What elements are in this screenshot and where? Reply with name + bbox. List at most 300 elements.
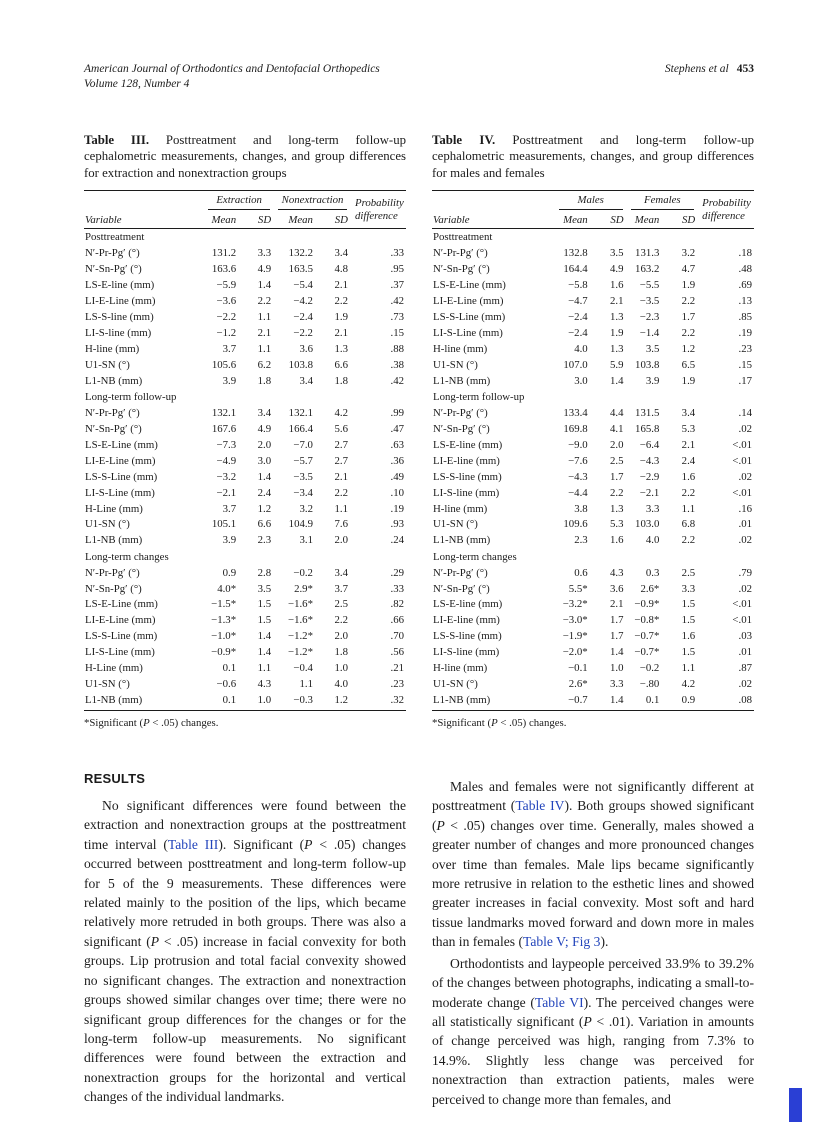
table-row [432,565,754,581]
value-cell: 3.7 [222,342,237,355]
value-cell: 166.4 [288,422,313,435]
table-row [432,645,754,661]
value-cell: 2.8 [257,566,272,579]
table-row [432,581,754,597]
table-iii-caption-text: Posttreatment and long-term follow-up cephalometric measurements, changes, and group differences for extraction and nonextraction groups [84,132,406,180]
value-cell: 2.1 [334,470,348,483]
variable-cell: LS-E-Line (mm) [85,598,158,611]
variable-cell: H-line (mm) [433,502,488,515]
table-row [84,581,406,597]
results-paragraph-1 [84,796,406,1107]
table-section-row [84,389,406,405]
probability-cell: .21 [390,662,404,675]
table-iii [84,190,406,711]
probability-cell: .33 [390,582,404,595]
value-cell: 1.7 [610,614,624,627]
probability-cell: .23 [390,678,404,691]
value-cell: 3.3 [681,582,696,595]
probability-cell: .15 [738,358,752,371]
table-iii-block [84,132,406,729]
value-cell: −1.5* [211,598,237,611]
value-cell: 169.8 [563,422,588,435]
value-cell: 6.2 [257,358,272,371]
value-cell: 1.4 [257,630,272,643]
value-cell: −0.9* [211,646,237,659]
variable-cell: LI-S-Line (mm) [85,646,155,659]
probability-cell: .01 [738,518,752,531]
value-cell: 0.9 [662,692,698,710]
value-cell: 2.1 [610,598,624,611]
value-cell: 2.4 [681,454,696,467]
table-section-row [84,549,406,565]
variable-header: Variable [84,212,204,229]
table-row [432,692,754,710]
inline-reference-link[interactable]: Table IV [515,798,565,814]
value-cell: −7.6 [568,454,588,467]
variable-cell: N′-Pr-Pg′ (°) [85,247,140,260]
running-head [84,62,754,92]
value-cell: −.80 [639,678,660,691]
value-cell: 2.1 [257,327,272,339]
value-cell: 109.6 [563,518,588,531]
value-cell: 2.1 [334,327,348,339]
table-row [432,485,754,501]
value-cell: 6.8 [681,518,696,531]
table-row [84,692,406,710]
sd-header: SD [316,212,351,229]
variable-cell: L1-NB (mm) [432,692,555,710]
probability-cell: <.01 [732,598,752,611]
table-row [432,501,754,517]
variable-cell: N′-Pr-Pg′ (°) [85,566,140,579]
table-row [432,278,754,294]
value-cell: 4.0 [334,678,348,691]
probability-cell: .88 [390,342,404,355]
value-cell: 132.1 [211,407,237,420]
variable-cell: U1-SN (°) [433,358,478,371]
value-cell: −2.1 [216,486,237,499]
value-cell: 1.5 [681,598,696,611]
probability-cell: .02 [738,534,752,547]
value-cell: −4.3 [639,454,660,467]
value-cell: 1.4 [257,470,272,483]
probability-cell: .85 [738,311,752,324]
table-row [84,629,406,645]
value-cell: 3.1 [299,534,313,547]
variable-cell: LI-E-Line (mm) [85,614,156,627]
value-cell: 2.2 [334,614,348,627]
variable-cell: H-line (mm) [433,342,488,355]
value-cell: −1.6* [287,598,313,611]
probability-cell: .01 [738,646,752,659]
value-cell: 1.3 [610,311,624,324]
results-paragraph-2 [432,777,754,952]
journal-info [84,62,380,92]
table-row [84,517,406,533]
probability-cell: <.01 [732,454,752,467]
variable-cell: N′-Pr-Pg′ (°) [433,566,488,579]
text-segment: P [150,933,160,949]
variable-cell: N′-Sn-Pg′ (°) [433,263,490,276]
value-cell: −2.2 [216,311,237,324]
value-cell: 6.6 [257,518,272,531]
table-row [84,597,406,613]
value-cell: −5.9 [216,279,237,292]
text-segment: P [143,716,150,729]
inline-reference-link[interactable]: Table V; Fig 3 [522,934,601,950]
table-row [84,565,406,581]
variable-cell: U1-SN (°) [85,518,130,531]
variable-cell: LI-E-line (mm) [433,454,500,467]
variable-cell: LS-S-line (mm) [433,470,502,483]
value-cell: 1.4 [591,692,627,710]
value-cell: 2.1 [610,295,624,308]
table-iii-caption [84,132,406,181]
table-iii-footnote [84,717,406,729]
value-cell: 3.4 [334,566,348,579]
value-cell: 105.6 [211,358,237,371]
value-cell: 5.3 [681,422,696,435]
empty-header-cell [432,191,555,212]
variable-cell: N′-Pr-Pg′ (°) [433,247,488,260]
probability-cell: .24 [390,534,404,547]
value-cell: 1.4 [257,279,272,292]
table-row [432,661,754,677]
table-row [84,325,406,341]
probability-cell: .93 [390,518,404,531]
empty-header-cell [84,191,204,212]
value-cell: 1.1 [334,502,348,515]
value-cell: −1.9* [562,630,588,643]
table-section-row [432,389,754,405]
results-paragraph-3 [432,954,754,1110]
table-row [84,246,406,262]
probability-cell: .03 [738,630,752,643]
variable-cell: H-Line (mm) [85,502,143,515]
value-cell: −0.9* [634,598,660,611]
value-cell: 4.7 [681,263,696,276]
value-cell: 1.3 [334,342,348,355]
probability-cell: .19 [390,502,404,515]
probability-cell: <.01 [732,438,752,451]
value-cell: 1.6 [681,470,696,483]
value-cell: 103.0 [635,518,660,531]
variable-cell: LI-S-line (mm) [85,327,152,339]
table-row [432,262,754,278]
group-header-extraction: Extraction [204,191,274,212]
value-cell: 1.1 [257,311,272,324]
value-cell: −6.4 [639,438,660,451]
value-cell: 4.0* [217,582,237,595]
value-cell: 2.3 [574,534,588,547]
text-segment: ). Both groups showed significant ( [432,798,754,833]
value-cell: −1.0* [211,630,237,643]
page-corner-artifact [789,1088,802,1122]
table-row [84,645,406,661]
probability-cell: .48 [738,263,752,276]
variable-cell: LS-E-line (mm) [85,279,155,292]
inline-reference-link[interactable]: Table III [167,836,219,852]
value-cell: −2.0* [562,646,588,659]
text-segment: ). Significant ( [218,836,305,852]
table-row [432,294,754,310]
variable-cell: LS-E-line (mm) [433,438,503,451]
sd-header: SD [662,212,698,229]
probability-cell: <.01 [732,614,752,627]
value-cell: −4.4 [568,486,588,499]
group-header-females: Females [627,191,699,212]
value-cell: 103.8 [635,358,660,371]
value-cell: 3.6 [299,342,313,355]
value-cell: 2.0 [334,630,348,643]
table-iii-body [84,229,406,710]
value-cell: −7.3 [216,438,237,451]
text-segment: Orthodontists and laypeople perceived 33.9% to 39.2% of the changes between photographs, indicating a small-to-moderate change ( [432,955,754,1010]
variable-cell: L1-NB (mm) [433,374,491,387]
value-cell: −5.5 [639,279,660,292]
variable-cell: U1-SN (°) [433,518,478,531]
variable-cell: N′-Pr-Pg′ (°) [85,407,140,420]
journal-volume: Volume 128, Number 4 [84,77,190,90]
table-section-label: Posttreatment [433,231,493,244]
table-row [84,294,406,310]
left-column [84,132,406,1109]
value-cell: 4.8 [334,263,348,276]
probability-cell: .69 [738,279,752,292]
probability-cell: .17 [738,374,752,387]
variable-cell: LS-S-Line (mm) [85,470,158,483]
value-cell: 3.3 [610,678,624,691]
table-row [84,469,406,485]
text-segment: < .05) changes. [149,716,219,729]
value-cell: 164.4 [563,263,588,276]
value-cell: −5.8 [568,279,588,292]
value-cell: 2.6* [568,678,588,691]
table-iii-label: Table III. [84,132,150,147]
table-row [432,629,754,645]
table-row [84,278,406,294]
value-cell: 5.6 [334,422,348,435]
text-segment: P [583,1014,592,1029]
value-cell: 2.2 [681,486,696,499]
value-cell: −1.4 [639,327,660,339]
table-row [432,517,754,533]
value-cell: −7.0 [293,438,313,451]
table-row [84,677,406,693]
value-cell: 1.9 [610,327,624,339]
value-cell: 4.9 [610,263,624,276]
table-section-label: Long-term changes [433,550,517,563]
value-cell: 2.3 [257,534,272,547]
probability-cell: .37 [390,279,404,292]
table-row [84,421,406,437]
value-cell: 132.2 [288,247,313,260]
probability-cell: .63 [390,438,404,451]
value-cell: −3.0* [562,614,588,627]
author-page [665,62,754,77]
value-cell: 1.9 [681,374,696,387]
probability-cell: .23 [738,342,752,355]
text-segment: < .05) changes occurred between posttreatment and long-term follow-up for 5 of the 9 measurements. These differences were related mainly to the position of the lips, which became relatively more retruded in both groups. There was also a significant ( [84,836,406,949]
value-cell: −1.3* [211,614,237,627]
value-cell: 2.2 [334,486,348,499]
value-cell: 0.1 [222,662,237,675]
value-cell: 2.2 [610,486,624,499]
value-cell: −2.4 [568,327,588,339]
value-cell: 0.6 [574,566,588,579]
variable-cell: N′-Sn-Pg′ (°) [85,422,142,435]
mean-header: Mean [627,212,663,229]
value-cell: −2.2 [293,327,313,339]
variable-cell: LI-S-line (mm) [433,486,500,499]
table-row [432,341,754,357]
value-cell: 1.7 [681,311,696,324]
text-segment: < .01). Variation in amounts of change perceived was high, ranging from 7.3% to 14.9%. Slightly less change was perceived for nonextraction than extraction patients, males were perceived to change more than females, and [432,1014,755,1107]
probability-cell: .70 [390,630,404,643]
page-number: 453 [736,63,754,75]
value-cell: −5.4 [293,279,313,292]
table-row [432,453,754,469]
value-cell: 2.2 [681,327,696,339]
probability-cell: .13 [738,295,752,308]
value-cell: 3.7 [334,582,348,595]
text-segment: < .05) increase in facial convexity for both groups. Lip protrusion and total facial convexity showed no significant changes. The extraction and nonextraction groups showed similar changes over time; there were no significant group differences for the changes or for the long-term follow-up measurements. No significant differences were found between the extraction and nonextraction groups for the horizontal and vertical changes of the individual landmarks. [84,933,406,1105]
value-cell: −3.5 [639,295,660,308]
value-cell: 1.9 [334,311,348,324]
value-cell: 0.1 [627,692,663,710]
value-cell: 163.2 [635,263,660,276]
value-cell: 2.2 [257,295,272,308]
probability-cell: .29 [390,566,404,579]
variable-cell: L1-NB (mm) [85,534,143,547]
value-cell: 1.2 [257,502,272,515]
table-iv-body [432,229,754,710]
value-cell: −1.2 [216,327,237,339]
value-cell: 5.5* [568,582,588,595]
probability-cell: .42 [390,295,404,308]
value-cell: 1.1 [681,662,696,675]
table-row [432,373,754,389]
probability-cell: <.01 [732,486,752,499]
value-cell: 4.2 [334,407,348,420]
variable-cell: LS-E-Line (mm) [85,438,158,451]
probability-cell: .79 [738,566,752,579]
text-segment: ). The perceived changes were all statistically significant ( [432,994,754,1029]
probability-cell: .99 [390,407,404,420]
probability-cell: .18 [738,247,752,260]
value-cell: 2.7 [334,454,348,467]
value-cell: 1.4 [610,374,624,387]
value-cell: 3.0 [257,454,272,467]
value-cell: −2.3 [639,311,660,324]
mean-header: Mean [274,212,316,229]
value-cell: 6.6 [334,358,348,371]
table-row [84,453,406,469]
variable-cell: N′-Pr-Pg′ (°) [433,407,488,420]
text-segment: *Significant ( [84,716,144,729]
value-cell: 0.3 [645,566,660,579]
variable-cell: LS-S-line (mm) [85,311,154,324]
value-cell: −3.5 [293,470,313,483]
variable-cell: U1-SN (°) [433,678,478,691]
value-cell: 3.5 [645,342,660,355]
variable-header: Variable [432,212,555,229]
probability-cell: .33 [390,247,404,260]
variable-cell: N′-Sn-Pg′ (°) [85,582,142,595]
value-cell: 4.2 [681,678,696,691]
variable-cell: LI-S-Line (mm) [433,327,503,339]
text-segment: Males and females were not significantly different at posttreatment ( [432,778,754,814]
table-row [432,357,754,373]
two-column-layout [84,132,754,1109]
probability-cell: .10 [390,486,404,499]
value-cell: 1.4 [610,646,624,659]
value-cell: 1.0 [610,662,624,675]
value-cell: −9.0 [568,438,588,451]
text-segment: < .05) changes. [497,716,567,729]
value-cell: 2.1 [334,279,348,292]
value-cell: 5.3 [610,518,624,531]
value-cell: 107.0 [563,358,588,371]
value-cell: 2.7 [334,438,348,451]
text-segment: P [436,817,445,833]
value-cell: −4.3 [568,470,588,483]
value-cell: −0.6 [216,678,237,691]
value-cell: 2.1 [681,438,696,451]
value-cell: 133.4 [563,407,588,420]
value-cell: 3.7 [222,502,237,515]
table-section-row [432,549,754,565]
table-row [84,357,406,373]
value-cell: 2.2 [681,295,696,308]
value-cell: 3.8 [574,502,588,515]
value-cell: 1.0 [239,692,274,710]
value-cell: 104.9 [288,518,313,531]
value-cell: −1.2* [287,646,313,659]
value-cell: −4.9 [216,454,237,467]
probability-cell: .87 [738,662,752,675]
value-cell: −0.7 [555,692,591,710]
inline-reference-link[interactable]: Table VI [534,994,584,1010]
table-section-label: Long-term follow-up [433,391,525,404]
value-cell: 3.9 [222,374,237,387]
variable-cell: L1-NB (mm) [433,534,491,547]
probability-cell: .08 [698,692,754,710]
value-cell: −1.2* [287,630,313,643]
value-cell: −3.2* [562,598,588,611]
variable-cell: U1-SN (°) [85,678,130,691]
value-cell: 3.3 [257,247,272,260]
value-cell: 1.5 [257,614,272,627]
variable-cell: L1-NB (mm) [85,374,143,387]
variable-cell: H-line (mm) [85,342,140,355]
value-cell: 1.1 [299,678,313,691]
value-cell: 2.5 [334,598,348,611]
value-cell: −4.7 [568,295,588,308]
probability-cell: .15 [390,327,404,339]
author-names: Stephens et al [664,63,729,75]
value-cell: 3.4 [334,247,348,260]
table-row [84,501,406,517]
table-row [432,246,754,262]
value-cell: 4.0 [645,534,660,547]
value-cell: 4.3 [610,566,624,579]
table-iv-block [432,132,754,729]
table-row [84,437,406,453]
value-cell: 1.7 [610,630,624,643]
variable-cell: LI-E-Line (mm) [85,295,156,308]
probability-cell: .02 [738,470,752,483]
